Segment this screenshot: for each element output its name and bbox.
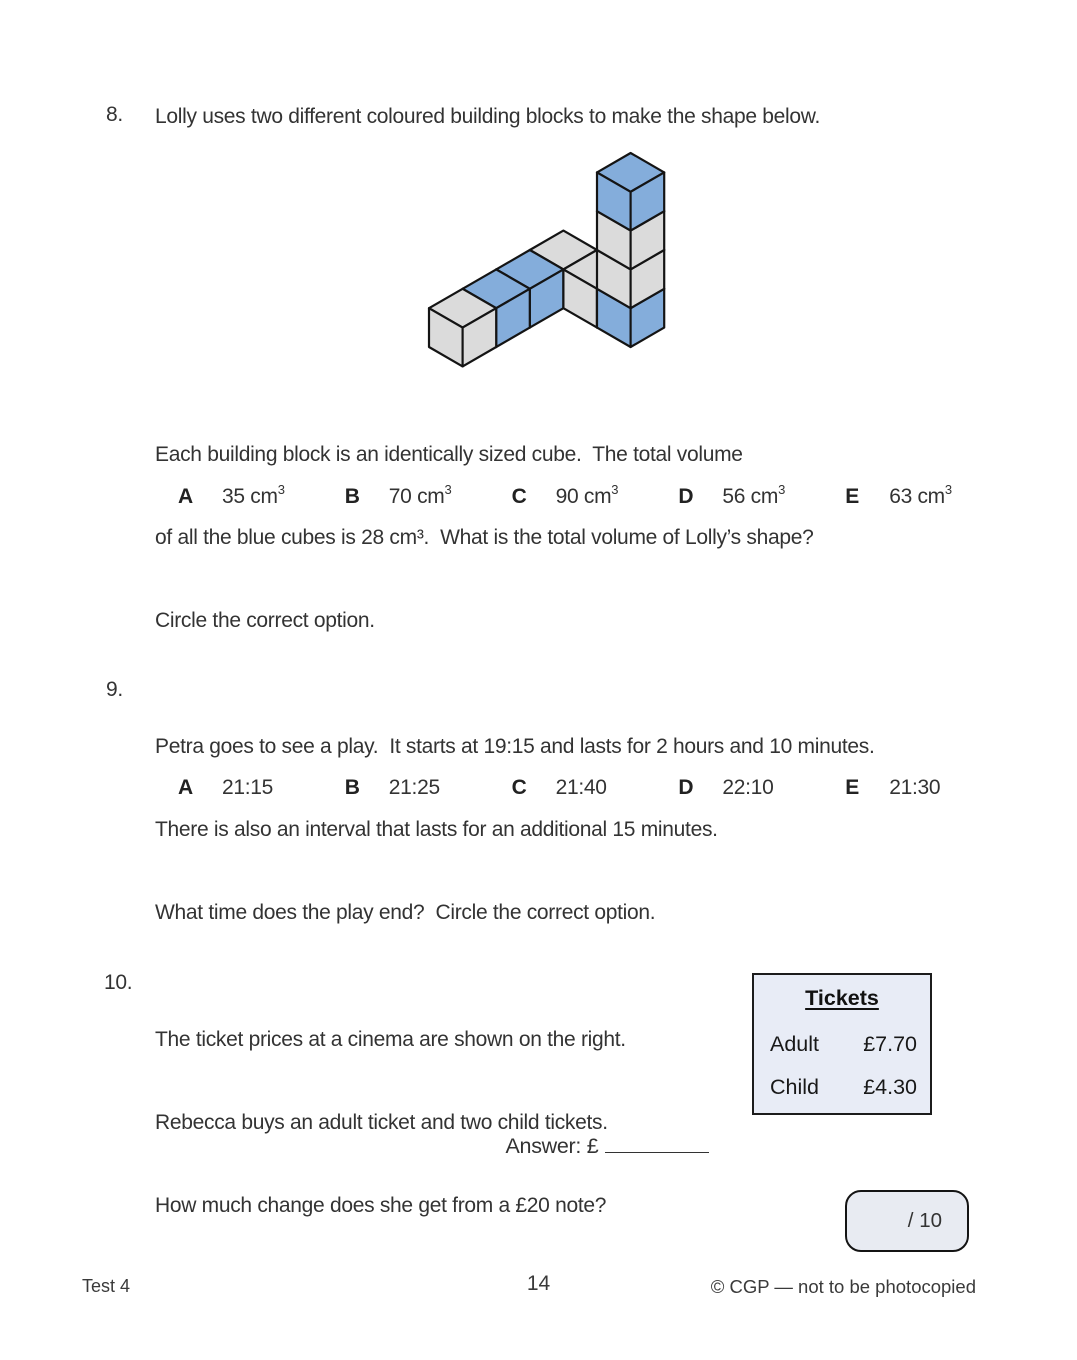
score-label: / 10	[907, 1209, 942, 1232]
question-8-line-1: Each building block is an identically sized cube. The total volume	[155, 443, 743, 467]
ticket-row-adult	[770, 1032, 917, 1057]
option-letter: A	[178, 485, 193, 508]
option-letter: B	[344, 485, 360, 508]
question-10-line-1: The ticket prices at a cinema are shown on the right.	[155, 1028, 626, 1052]
ticket-row-child	[770, 1075, 917, 1100]
option-e[interactable]	[845, 483, 952, 509]
option-letter: E	[845, 485, 859, 508]
question-9-line-1: Petra goes to see a play. It starts at 19:15 and lasts for 2 hours and 10 minutes.	[155, 735, 875, 759]
option-e[interactable]	[845, 776, 940, 800]
option-value-sup: 3	[611, 482, 619, 497]
question-9-line-2: There is also an interval that lasts for an additional 15 minutes.	[155, 817, 718, 841]
question-10-line-3: How much change does she get from a £20 note?	[155, 1193, 607, 1217]
option-d[interactable]	[678, 776, 845, 800]
option-letter: E	[845, 776, 859, 799]
answer-area	[484, 1106, 709, 1184]
option-a[interactable]	[178, 483, 345, 509]
option-value-sup: 3	[277, 482, 285, 497]
question-9-number: 9.	[106, 678, 123, 701]
building-blocks-figure	[424, 142, 676, 374]
answer-label: Answer: £	[505, 1134, 599, 1158]
question-9-line-3: What time does the play end? Circle the correct option.	[155, 900, 656, 924]
question-8-intro: Lolly uses two different coloured building blocks to make the shape below.	[155, 105, 820, 128]
option-letter: D	[678, 485, 694, 508]
option-value-sup: 3	[778, 482, 786, 497]
footer-test-label: Test 4	[82, 1276, 131, 1296]
option-value-sup: 3	[944, 482, 952, 497]
option-value: 21:40	[555, 776, 607, 799]
option-value: 90 cm	[555, 485, 612, 508]
option-letter: C	[511, 485, 527, 508]
option-value: 21:15	[222, 776, 274, 799]
score-box	[845, 1190, 969, 1252]
footer-page-number: 14	[526, 1272, 551, 1295]
question-8-line-2: of all the blue cubes is 28 cm³. What is the total volume of Lolly’s shape?	[155, 525, 814, 549]
option-value: 21:30	[889, 776, 941, 799]
option-value: 56 cm	[722, 485, 779, 508]
question-8-line-3: Circle the correct option.	[155, 608, 375, 632]
option-value-sup: 3	[444, 482, 452, 497]
ticket-price: £4.30	[863, 1075, 917, 1099]
option-d[interactable]	[678, 483, 845, 509]
question-9-options	[0, 776, 940, 800]
option-value: 70 cm	[388, 485, 445, 508]
tickets-price-box	[752, 973, 932, 1115]
question-9-text	[155, 678, 874, 982]
option-value: 35 cm	[222, 485, 278, 508]
option-c[interactable]	[512, 776, 679, 800]
cubes-figure-svg	[424, 142, 676, 374]
question-8-number: 8.	[106, 103, 123, 126]
option-letter: A	[178, 776, 193, 799]
option-value: 63 cm	[889, 485, 945, 508]
ticket-price: £7.70	[863, 1032, 917, 1056]
option-a[interactable]	[178, 776, 345, 800]
option-value: 22:10	[722, 776, 774, 799]
option-b[interactable]	[345, 483, 512, 509]
option-b[interactable]	[345, 776, 512, 800]
option-value: 21:25	[388, 776, 440, 799]
option-letter: C	[511, 776, 527, 799]
ticket-label: Adult	[770, 1032, 820, 1056]
question-10-number: 10.	[104, 971, 133, 994]
option-letter: D	[678, 776, 694, 799]
question-8-text	[155, 386, 814, 690]
question-10-line-2: Rebecca buys an adult ticket and two child tickets.	[155, 1110, 608, 1134]
ticket-label: Child	[770, 1075, 819, 1099]
tickets-title: Tickets	[805, 986, 879, 1010]
footer-copyright: © CGP — not to be photocopied	[710, 1276, 976, 1297]
option-letter: B	[344, 776, 360, 799]
answer-blank-line[interactable]	[605, 1131, 709, 1153]
question-8-options	[0, 483, 952, 509]
option-c[interactable]	[512, 483, 679, 509]
